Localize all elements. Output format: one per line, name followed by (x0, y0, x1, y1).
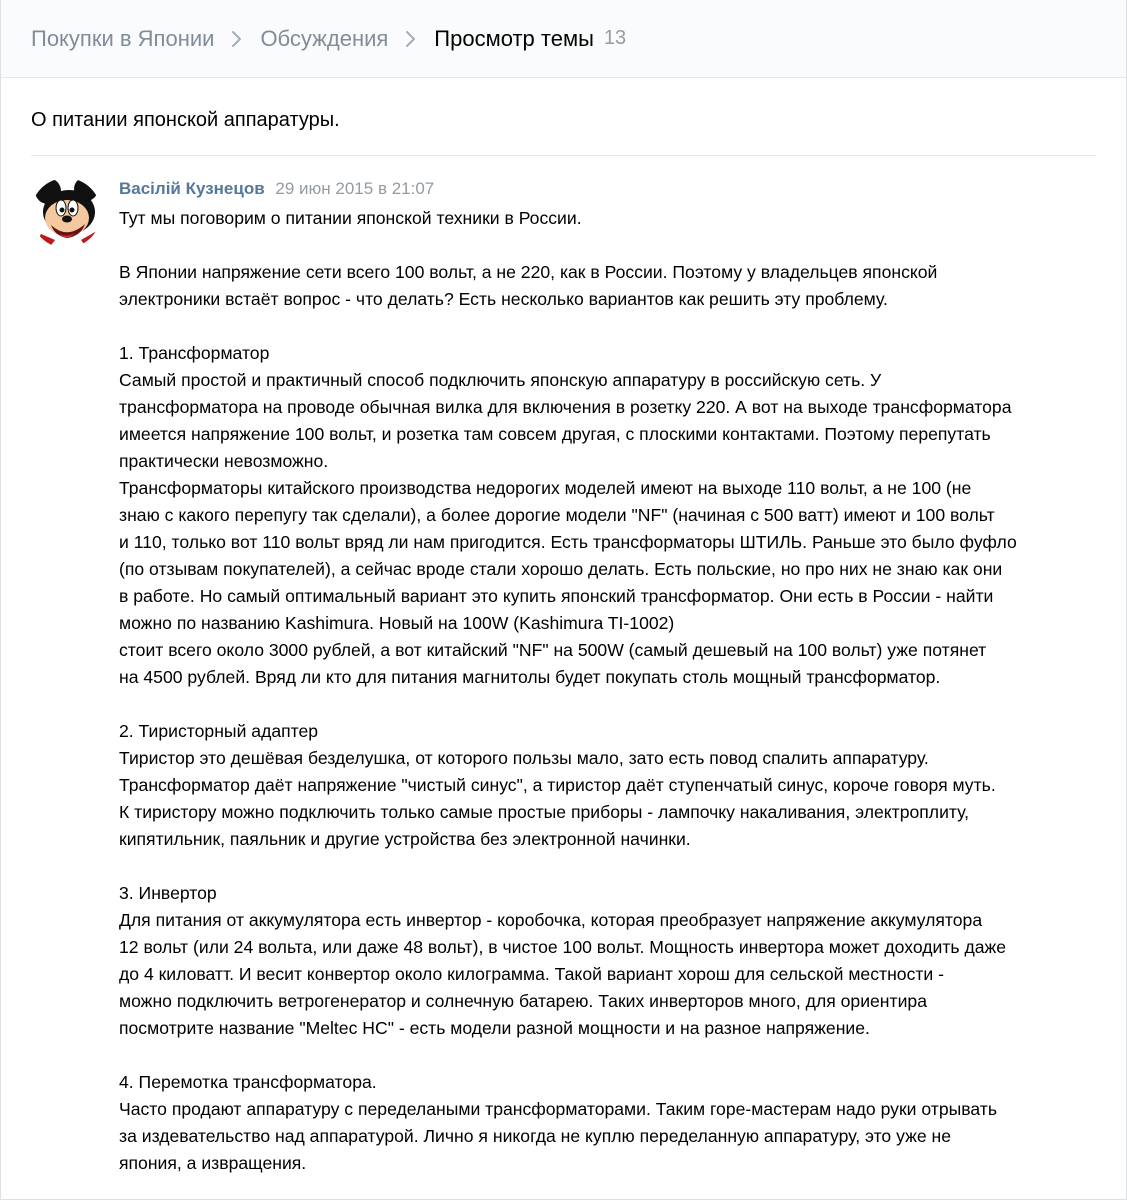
paragraph-gap (119, 232, 1096, 259)
author-link[interactable]: Васілій Кузнецов (119, 179, 265, 198)
post-line: имеется напряжение 100 вольт, и розетка там совсем другая, с плоскими контактами. Поэтому перепутать (119, 424, 991, 444)
post-line: Для питания от аккумулятора есть инвертор - коробочка, которая преобразует напряжение аккумулятора (119, 910, 983, 930)
post (1, 156, 1126, 1177)
paragraph-gap (119, 853, 1096, 880)
post-line: посмотрите название "Meltec HC" - есть модели разной мощности и на разное напряжение. (119, 1018, 870, 1038)
post-line: кипятильник, паяльник и другие устройства без электронной начинки. (119, 829, 691, 849)
breadcrumb-group-link[interactable]: Покупки в Японии (31, 25, 215, 51)
post-line: и 110, только вот 110 вольт вряд ли нам пригодится. Есть трансформаторы ШТИЛЬ. Раньше это было фуфло (119, 532, 1017, 552)
post-line: на 4500 рублей. Вряд ли кто для питания магнитолы будет покупать столь мощный трансформатор. (119, 667, 941, 687)
post-line: Трансформаторы китайского производства недорогих моделей имеют на выходе 110 вольт, а не 100 (не (119, 478, 972, 498)
paragraph-gap (119, 691, 1096, 718)
chevron-right-icon (224, 28, 250, 50)
post-line: Самый простой и практичный способ подключить японскую аппаратуру в российскую сеть. У (119, 370, 882, 390)
breadcrumb-discussions-link[interactable]: Обсуждения (260, 25, 389, 51)
post-line: электроники встаёт вопрос - что делать? Есть несколько вариантов как решить эту проблему. (119, 289, 888, 309)
paragraph-gap (119, 1042, 1096, 1069)
paragraph-gap (119, 313, 1096, 340)
post-line: (по отзывам покупателей), а сейчас вроде стали хорошо делать. Есть польские, но про них не знаю как они (119, 559, 1003, 579)
post-line: Тут мы поговорим о питании японской техники в России. (119, 208, 582, 228)
post-line: знаю с какого перепугу так сделали), а более дорогие модели "NF" (начиная с 500 ватт) имеют и 100 вольт (119, 505, 995, 525)
post-line: 12 вольт (или 24 вольта, или даже 48 вольт), в чистое 100 вольт. Мощность инвертора может доходить даже (119, 937, 1007, 957)
post-count: 13 (603, 27, 627, 49)
avatar[interactable] (31, 178, 101, 248)
post-line: Часто продают аппаратуру с переделаными трансформаторами. Таким горе-мастерам надо руки отрывать (119, 1099, 998, 1119)
post-line: практически невозможно. (119, 451, 329, 471)
breadcrumb-current: Просмотр темы (434, 25, 594, 51)
post-line: можно по названию Kashimura. Новый на 100W (Kashimura TI-1002) (119, 613, 675, 633)
post-line: трансформатора на проводе обычная вилка для включения в розетку 220. А вот на выходе трансформатора (119, 397, 1012, 417)
post-line: 2. Тиристорный адаптер (119, 721, 319, 741)
post-line: до 4 киловатт. И весит конвертор около килограмма. Такой вариант хорош для сельской местности - (119, 964, 945, 984)
chevron-right-icon (398, 28, 424, 50)
post-line: Тиристор это дешёвая безделушка, от которого пользы мало, зато есть повод спалить аппаратуру. (119, 748, 929, 768)
post-line: Трансформатор даёт напряжение "чистый синус", а тиристор даёт ступенчатый синус, короче говоря муть. (119, 775, 996, 795)
post-line: за издевательство над аппаратурой. Лично я никогда не куплю переделанную аппаратуру, это уже не (119, 1126, 952, 1146)
breadcrumb (1, 0, 1126, 78)
post-line: япония, а извращения. (119, 1153, 307, 1173)
post-line: 1. Трансформатор (119, 343, 270, 363)
post-date[interactable]: 29 июн 2015 в 21:07 (275, 179, 435, 198)
post-line: в работе. Но самый оптимальный вариант это купить японский трансформатор. Они есть в России - найти (119, 586, 994, 606)
post-text (119, 205, 1096, 1177)
post-line: 3. Инвертор (119, 883, 217, 903)
topic-title: О питании японской аппаратуры. (31, 109, 340, 131)
post-line: В Японии напряжение сети всего 100 вольт, а не 220, как в России. Поэтому у владельцев японской (119, 262, 938, 282)
post-line: К тиристору можно подключить только самые простые приборы - лампочку накаливания, электроплиту, (119, 802, 970, 822)
post-line: стоит всего около 3000 рублей, а вот китайский "NF" на 500W (самый дешевый на 100 вольт) уже потянет (119, 640, 987, 660)
post-line: можно подключить ветрогенератор и солнечную батарею. Таких инверторов много, для ориентира (119, 991, 927, 1011)
post-line: 4. Перемотка трансформатора. (119, 1072, 377, 1092)
